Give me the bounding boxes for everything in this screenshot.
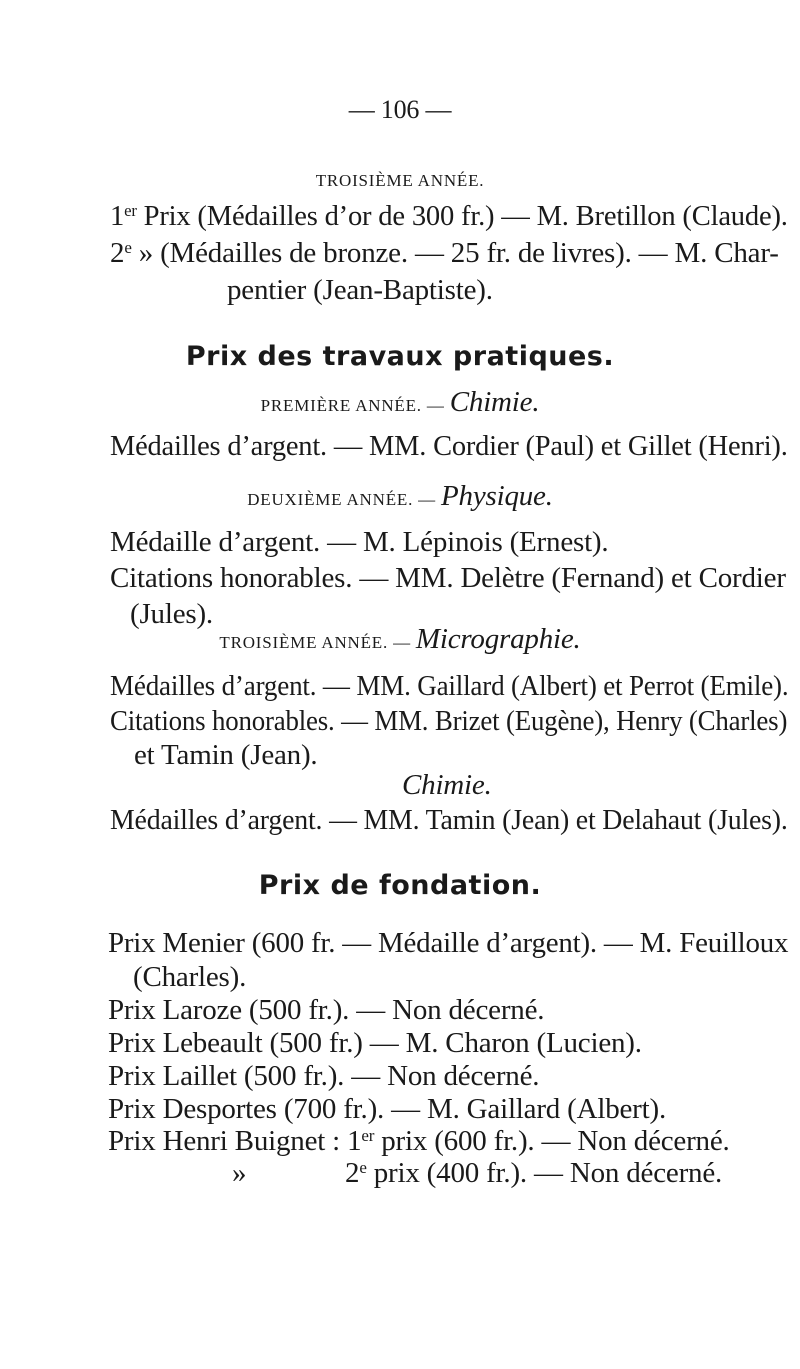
prize-line-second — [110, 239, 779, 268]
foundation-prize-line: Prix Laroze (500 fr.). — Non décerné. — [108, 994, 545, 1026]
foundation-prize-line-buignet — [108, 1127, 730, 1156]
foundation-prize-line: Prix Lebeault (500 fr.) — M. Charon (Lucien). — [108, 1027, 642, 1059]
ordinal-suffix: er — [361, 1126, 375, 1145]
prize-text: Prix (Médailles d’or de 300 fr.) — M. Bretillon (Claude). — [136, 200, 788, 232]
subheading-troisieme-annee — [0, 625, 800, 654]
subheading-chimie: Chimie. — [402, 769, 492, 801]
prize-text: » (Médailles de bronze. — 25 fr. de livres). — M. Char- — [131, 237, 779, 269]
award-line: Médailles d’argent. — MM. Gaillard (Albert) et Perrot (Emile). — [110, 670, 789, 702]
ordinal: 1 — [347, 1125, 362, 1157]
section-title-prix-de-fondation: Prix de fondation. — [258, 870, 542, 901]
subheading-label: TROISIÈME ANNÉE. — — [219, 633, 416, 652]
ordinal: 1 — [110, 200, 125, 232]
subheading-subject: Physique. — [441, 480, 553, 512]
prize-line-continuation: pentier (Jean-Baptiste). — [227, 274, 493, 306]
award-line: Citations honorables. — MM. Brizet (Eugène), Henry (Charles) — [110, 705, 788, 737]
prize-text: prix (600 fr.). — Non décerné. — [374, 1125, 730, 1157]
ordinal-suffix: e — [124, 238, 132, 257]
section-title-travaux-pratiques: Prix des travaux pratiques. — [185, 341, 615, 372]
foundation-prize-line: Prix Desportes (700 fr.). — M. Gaillard (Albert). — [108, 1093, 666, 1125]
award-line: Médaille d’argent. — M. Lépinois (Ernest). — [110, 526, 609, 558]
prize-line-first — [110, 202, 788, 231]
section-heading-troisieme-annee: TROISIÈME ANNÉE. — [315, 171, 485, 190]
prize-text: prix (400 fr.). — Non décerné. — [366, 1157, 723, 1189]
ordinal-suffix: er — [124, 201, 137, 220]
page-number: — 106 — — [348, 95, 452, 124]
award-line-continuation: (Jules). — [130, 598, 213, 630]
subheading-label: PREMIÈRE ANNÉE. — — [260, 396, 450, 415]
subheading-deuxieme-annee — [0, 482, 800, 511]
ordinal-suffix: e — [359, 1158, 367, 1177]
ordinal: 2 — [345, 1157, 360, 1189]
subheading-label: DEUXIÈME ANNÉE. — — [247, 490, 442, 509]
award-line-continuation: et Tamin (Jean). — [134, 739, 318, 771]
award-line: Citations honorables. — MM. Delètre (Fernand) et Cordier — [110, 562, 786, 594]
ordinal: 2 — [110, 237, 125, 269]
foundation-prize-line: Prix Laillet (500 fr.). — Non décerné. — [108, 1060, 540, 1092]
subheading-subject: Micrographie. — [415, 623, 581, 655]
foundation-prize-line: Prix Menier (600 fr. — Médaille d’argent). — M. Feuilloux — [108, 927, 789, 959]
foundation-prize-line-buignet-second — [345, 1159, 722, 1188]
subheading-subject: Chimie. — [449, 386, 540, 418]
prize-name: Prix Henri Buignet : — [108, 1125, 348, 1157]
subheading-premiere-annee — [0, 388, 800, 417]
award-line: Médailles d’argent. — MM. Cordier (Paul) et Gillet (Henri). — [110, 430, 788, 462]
ditto-mark: » — [232, 1157, 247, 1189]
foundation-prize-continuation: (Charles). — [133, 961, 247, 993]
award-line: Médailles d’argent. — MM. Tamin (Jean) et Delahaut (Jules). — [110, 804, 788, 836]
